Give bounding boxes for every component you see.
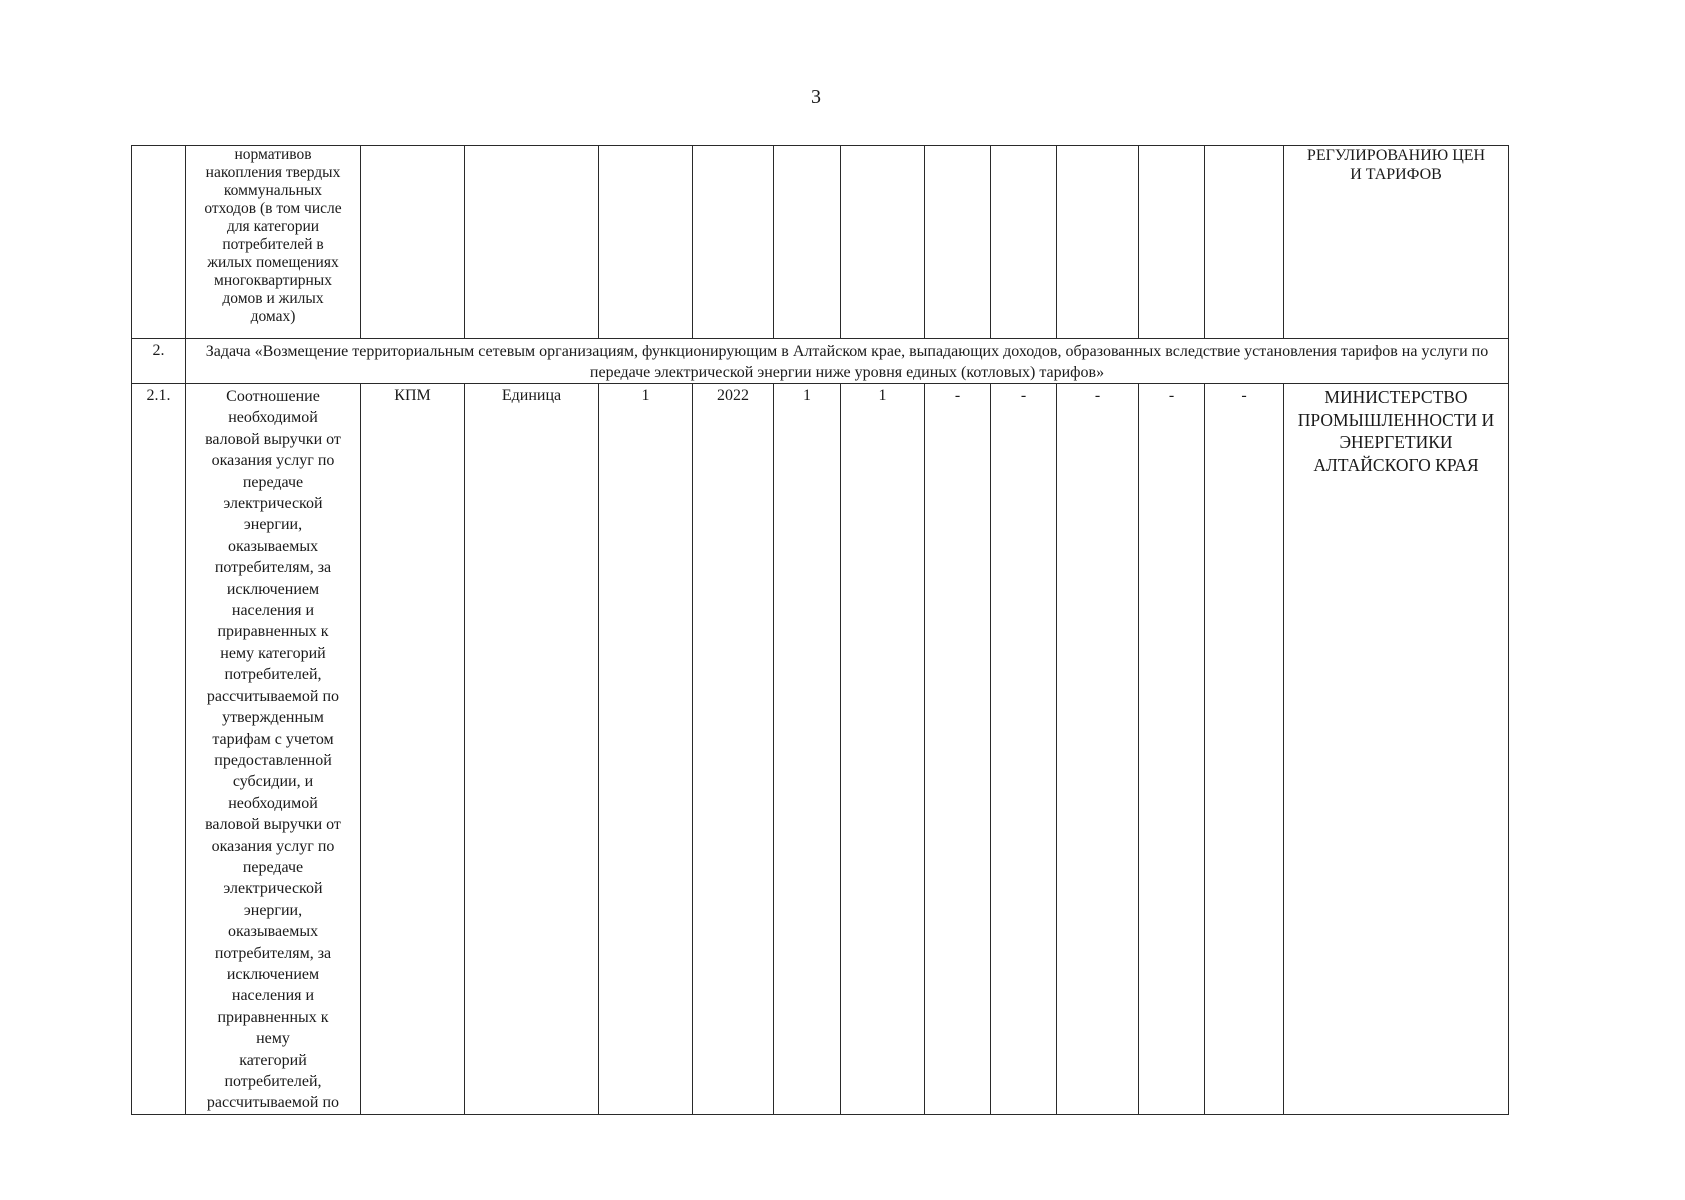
base-value: 1 bbox=[641, 387, 650, 404]
organization: МИНИСТЕРСТВО ПРОМЫШЛЕННОСТИ И ЭНЕРГЕТИКИ АЛТАЙСКОГО КРАЯ bbox=[1297, 387, 1495, 475]
cell-empty bbox=[1205, 146, 1284, 339]
unit: Единица bbox=[501, 387, 562, 404]
cell-unit bbox=[465, 384, 599, 1115]
cell-empty bbox=[991, 146, 1057, 339]
table-row-task bbox=[132, 339, 1509, 384]
cell-base-value bbox=[599, 384, 693, 1115]
cell-value-1 bbox=[774, 384, 841, 1115]
value-1: 1 bbox=[803, 387, 811, 404]
value-7: - bbox=[1241, 387, 1247, 404]
organization-continuation: РЕГУЛИРОВАНИЮ ЦЕН И ТАРИФОВ bbox=[1306, 147, 1486, 183]
cell-base-year bbox=[693, 384, 774, 1115]
page-number: 3 bbox=[811, 86, 821, 108]
value-5: - bbox=[1094, 387, 1101, 404]
cell-empty bbox=[361, 146, 465, 339]
value-4: - bbox=[1020, 387, 1027, 404]
cell-organization bbox=[1284, 384, 1509, 1115]
cell-value-4 bbox=[991, 384, 1057, 1115]
indicator-name: Соотношение необходимой валовой выручки от оказания услуг по передаче электрической энергии, оказываемых потребителям, за исключением населения и приравненных к нему категорий потребителей, рассчитываемой по утвержденным тарифам с учетом предоставленной субсидии, и необходимой валовой выручки от оказания услуг по передаче электрической энергии, оказываемых потребителям, за исключением населения и приравненных к нему категорий потребителей, рассчитываемой по bbox=[205, 388, 341, 1112]
cell-value-2 bbox=[841, 384, 925, 1115]
cell-value-3 bbox=[925, 384, 991, 1115]
table-row-continuation bbox=[132, 146, 1509, 339]
base-year: 2022 bbox=[717, 387, 749, 404]
task-number: 2. bbox=[152, 342, 165, 359]
value-6: - bbox=[1168, 387, 1175, 404]
value-2: 1 bbox=[878, 387, 887, 404]
cell-number bbox=[132, 146, 186, 339]
cell-empty bbox=[693, 146, 774, 339]
indicators-table bbox=[131, 145, 1509, 1115]
cell-empty bbox=[1057, 146, 1139, 339]
cell-value-7 bbox=[1205, 384, 1284, 1115]
cell-value-5 bbox=[1057, 384, 1139, 1115]
cell-task-number bbox=[132, 339, 186, 384]
table-row-indicator bbox=[132, 384, 1509, 1115]
indicator-number: 2.1. bbox=[146, 387, 171, 404]
indicator-type: КПМ bbox=[394, 387, 431, 404]
cell-empty bbox=[1139, 146, 1205, 339]
cell-empty bbox=[774, 146, 841, 339]
task-text: Задача «Возмещение территориальным сетевым организациям, функционирующим в Алтайском крае, выпадающих доходов, образованных вследствие установления тарифов на услуги по передаче электрической энергии ниже уровня единых (котловых) тарифов» bbox=[205, 343, 1489, 381]
cell-task-text bbox=[186, 339, 1509, 384]
cell-indicator-type bbox=[361, 384, 465, 1115]
cell-empty bbox=[841, 146, 925, 339]
indicator-name-continuation: нормативов накопления твердых коммунальных отходов (в том числе для категории потребителей в жилых помещениях многоквартирных домов и жилых домах) bbox=[204, 146, 342, 325]
cell-value-6 bbox=[1139, 384, 1205, 1115]
cell-indicator-name bbox=[186, 146, 361, 339]
cell-empty bbox=[465, 146, 599, 339]
cell-indicator-number bbox=[132, 384, 186, 1115]
cell-empty bbox=[599, 146, 693, 339]
cell-indicator-name bbox=[186, 384, 361, 1115]
cell-empty bbox=[925, 146, 991, 339]
cell-organization bbox=[1284, 146, 1509, 339]
value-3: - bbox=[954, 387, 961, 404]
